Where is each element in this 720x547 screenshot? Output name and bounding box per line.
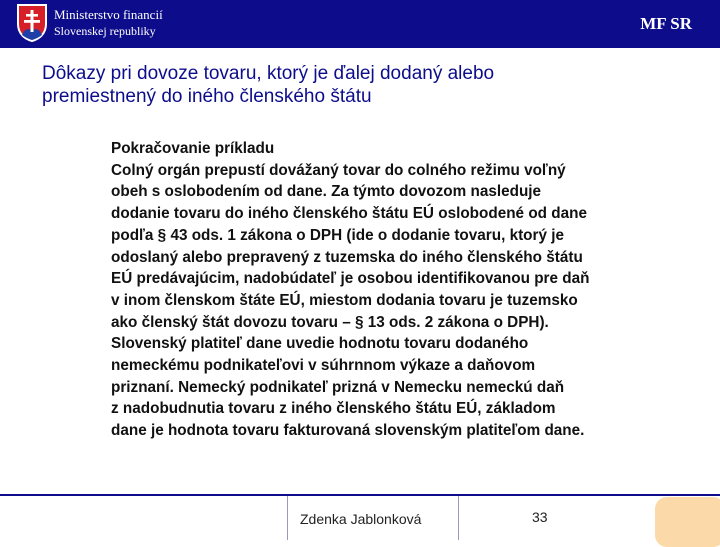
ministry-name-line2: Slovenskej republiky xyxy=(54,24,156,38)
body-line: Slovenský platiteľ dane uvedie hodnotu tovaru dodaného xyxy=(111,335,529,353)
author-name: Zdenka Jablonková xyxy=(300,511,422,527)
body-line: EÚ predávajúcim, nadobúdateľ je osobou identifikovanou pre daň xyxy=(111,270,590,288)
body-line: z nadobudnutia tovaru z iného členského štátu EÚ, základom xyxy=(111,400,556,418)
mf-sr-badge: MF SR xyxy=(640,14,692,33)
body-line: ako členský štát dovozu tovaru – § 13 ods. 2 zákona o DPH). xyxy=(111,313,549,331)
body-line: dane je hodnota tovaru fakturovaná slovenským platiteľom dane. xyxy=(111,422,585,440)
body-line: obeh s oslobodením od dane. Za týmto dovozom nasleduje xyxy=(111,183,542,201)
page-number: 33 xyxy=(532,509,548,525)
slovak-coat-of-arms-icon xyxy=(17,4,47,42)
header-bar xyxy=(0,0,720,48)
body-line: Colný orgán prepustí dovážaný tovar do colného režimu voľný xyxy=(111,161,566,179)
slide-title xyxy=(42,62,682,108)
ministry-name-line1: Ministerstvo financií xyxy=(54,7,163,22)
body-line: dodanie tovaru do iného členského štátu EÚ oslobodené od dane xyxy=(111,205,587,223)
body-line: v inom členskom štáte EÚ, miestom dodania tovaru je tuzemsko xyxy=(111,291,578,309)
body-line: nemeckému podnikateľovi v súhrnnom výkaze a daňovom xyxy=(111,357,536,375)
body-line: odoslaný alebo prepravený z tuzemska do iného členského štátu xyxy=(111,248,583,266)
ministry-name xyxy=(54,6,163,40)
body-line: Pokračovanie príkladu xyxy=(111,140,275,157)
slide-title-line: premiestnený do iného členského štátu xyxy=(42,86,372,107)
slide-title-line: Dôkazy pri dovoze tovaru, ktorý je ďalej dodaný alebo xyxy=(42,63,495,84)
body-text xyxy=(111,138,683,442)
body-line: priznaní. Nemecký podnikateľ prizná v Nemecku nemeckú daň xyxy=(111,378,565,396)
body-line: podľa § 43 ods. 1 zákona o DPH (ide o dodanie tovaru, ktorý je xyxy=(111,226,564,244)
